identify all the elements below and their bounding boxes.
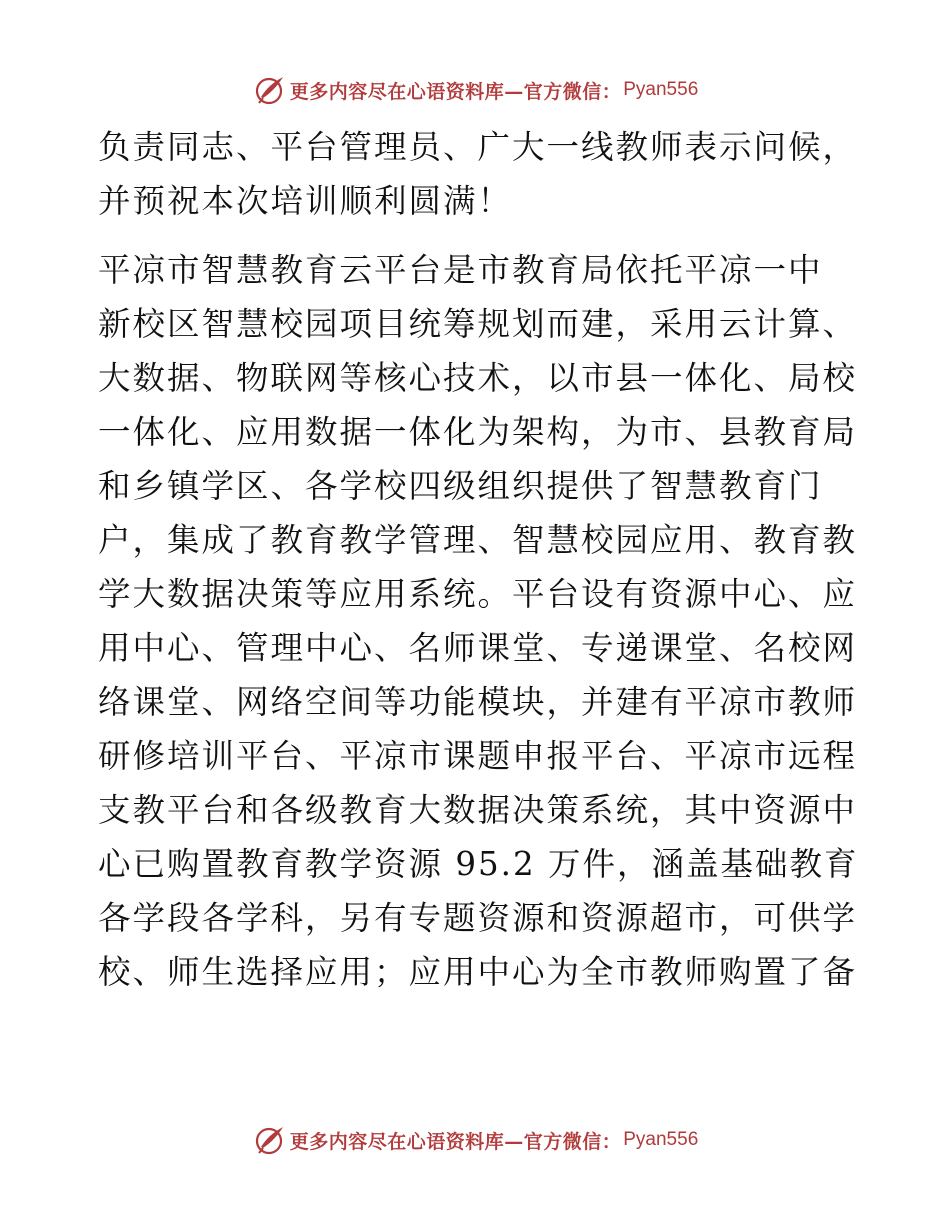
text-line: 平凉市智慧教育云平台是市教育局依托平凉一中 xyxy=(98,251,823,289)
text-line: 和乡镇学区、各学校四级组织提供了智慧教育门 xyxy=(98,467,823,505)
text-line: 负责同志、平台管理员、广大一线教师表示问候， xyxy=(98,128,858,166)
text-line: 校、师生选择应用；应用中心为全市教师购置了备 xyxy=(98,953,858,991)
footer-banner xyxy=(0,1120,950,1160)
text-line: 研修培训平台、平凉市课题申报平台、平凉市远程 xyxy=(98,737,858,775)
text-line: 心已购置教育教学资源 95.2 万件，涵盖基础教育 xyxy=(98,845,859,883)
header-banner-text: 更多内容尽在心语资料库—官方微信： xyxy=(289,80,622,103)
text-line: 各学段各学科，另有专题资源和资源超市，可供学 xyxy=(98,899,858,937)
header-banner-id: Pyan556 xyxy=(623,79,699,100)
text-line: 学大数据决策等应用系统。平台设有资源中心、应 xyxy=(98,575,858,613)
text-line: 户，集成了教育教学管理、智慧校园应用、教育教 xyxy=(98,521,858,559)
quill-logo-icon xyxy=(252,1123,286,1157)
text-line: 络课堂、网络空间等功能模块，并建有平凉市教师 xyxy=(98,683,858,721)
quill-logo-icon xyxy=(252,73,286,107)
text-line: 并预祝本次培训顺利圆满！ xyxy=(98,182,513,220)
footer-banner-text: 更多内容尽在心语资料库—官方微信： xyxy=(289,1130,622,1153)
document-body xyxy=(98,120,858,999)
header-banner xyxy=(0,70,950,110)
text-line: 支教平台和各级教育大数据决策系统，其中资源中 xyxy=(98,791,858,829)
footer-banner-id: Pyan556 xyxy=(623,1129,699,1150)
text-line: 一体化、应用数据一体化为架构，为市、县教育局 xyxy=(98,413,858,451)
text-line: 用中心、管理中心、名师课堂、专递课堂、名校网 xyxy=(98,629,858,667)
text-line: 新校区智慧校园项目统筹规划而建，采用云计算、 xyxy=(98,305,858,343)
text-line: 大数据、物联网等核心技术，以市县一体化、局校 xyxy=(98,359,858,397)
